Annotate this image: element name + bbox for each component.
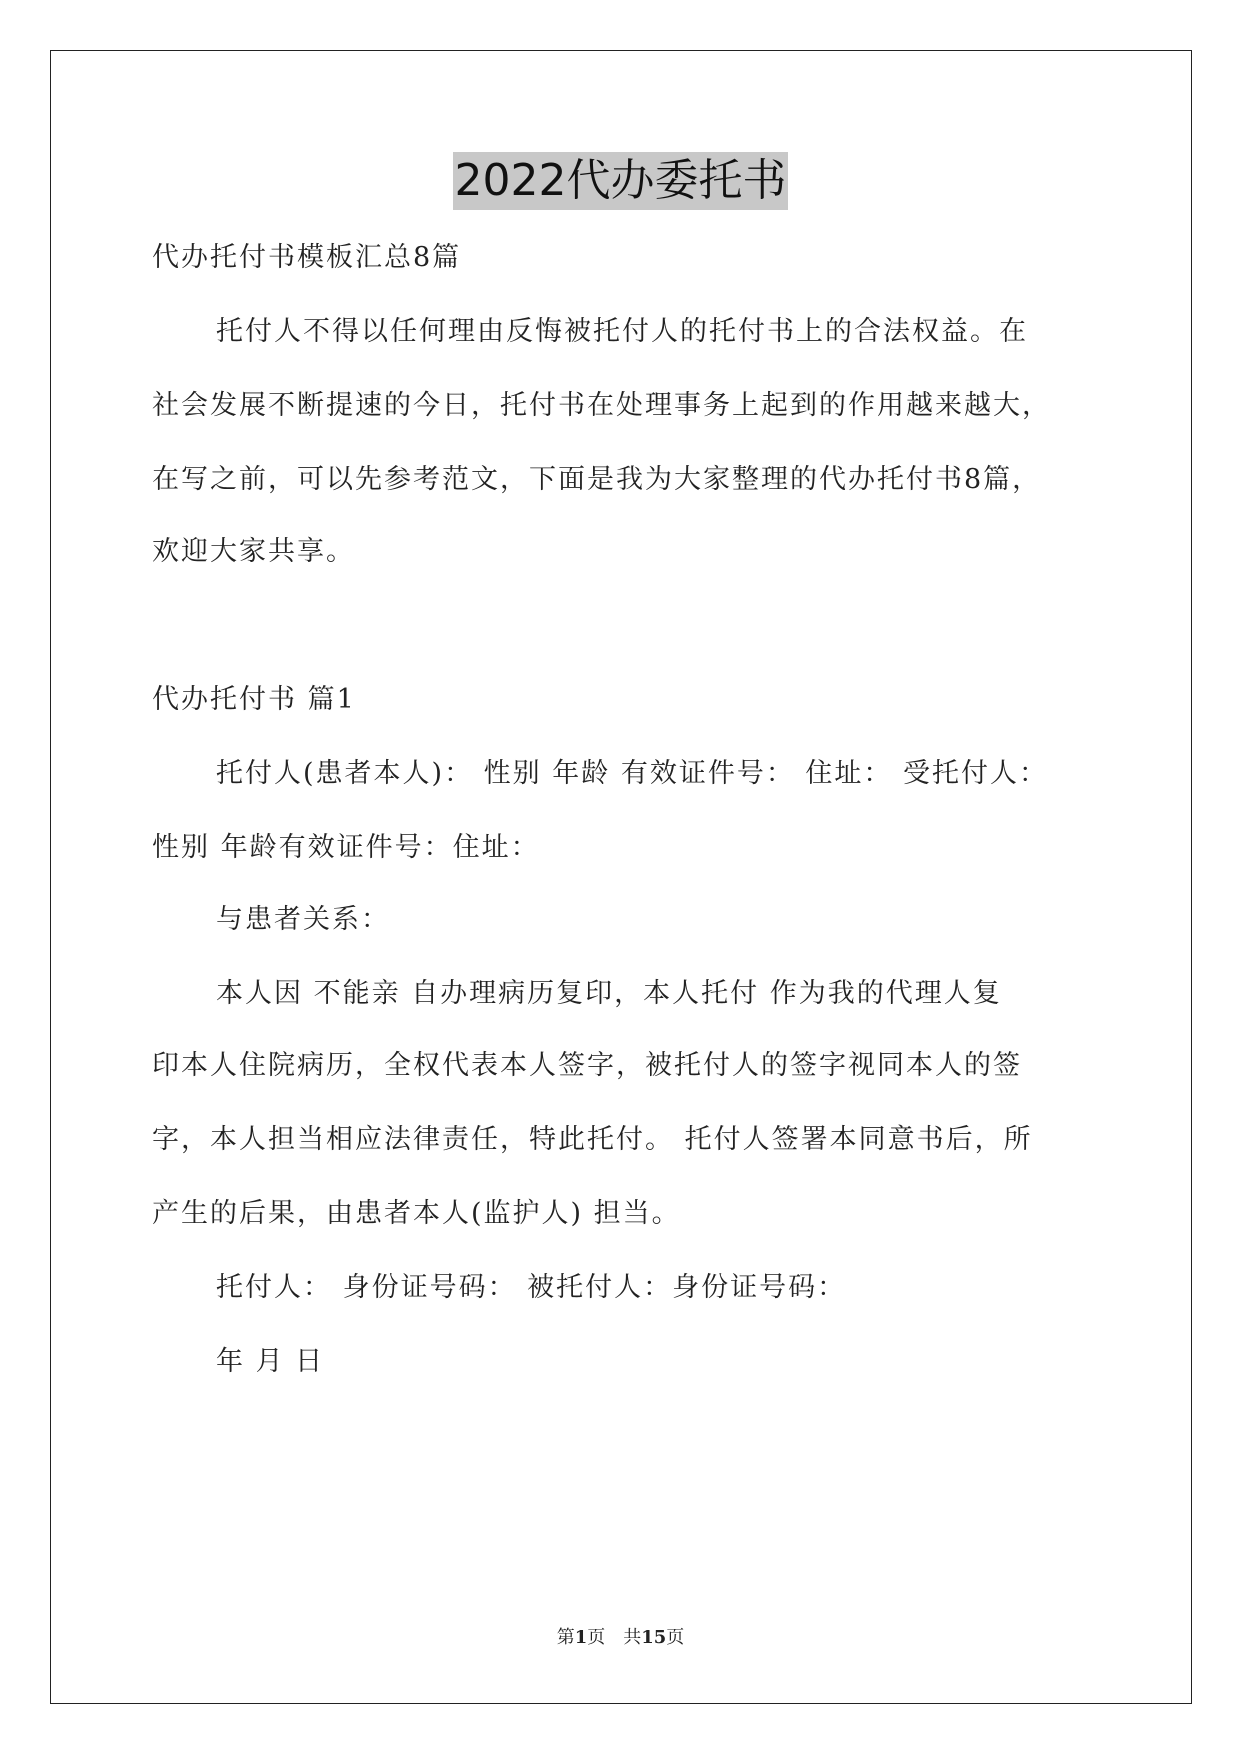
body-line: 与患者关系： [216, 904, 390, 935]
intro-line: 欢迎大家共享。 [152, 536, 355, 567]
page-number: 1 [574, 1627, 588, 1648]
document-subtitle: 代办托付书模板汇总8篇 [152, 242, 462, 273]
title-container [0, 152, 1241, 210]
body-line: 产生的后果，由患者本人(监护人) 担当。 [152, 1198, 681, 1229]
body-line: 性别 年龄有效证件号：住址： [152, 832, 540, 863]
total-prefix: 共 [623, 1627, 642, 1648]
body-line: 字，本人担当相应法律责任，特此托付。 托付人签署本同意书后，所 [152, 1124, 1033, 1155]
page-border [50, 50, 1192, 1704]
intro-line: 托付人不得以任何理由反悔被托付人的托付书上的合法权益。在 [216, 316, 1028, 347]
section-heading: 代办托付书 篇1 [152, 684, 356, 715]
body-line: 年 月 日 [216, 1346, 325, 1377]
body-line: 托付人： 身份证号码： 被托付人：身份证号码： [216, 1272, 847, 1303]
document-title: 2022代办委托书 [453, 152, 789, 210]
intro-line: 社会发展不断提速的今日，托付书在处理事务上起到的作用越来越大， [152, 390, 1051, 421]
body-line: 印本人住院病历，全权代表本人签字，被托付人的签字视同本人的签 [152, 1050, 1022, 1081]
intro-line: 在写之前，可以先参考范文，下面是我为大家整理的代办托付书8篇， [152, 464, 1042, 495]
body-line: 托付人(患者本人)： 性别 年龄 有效证件号： 住址： 受托付人： [216, 758, 1048, 789]
body-line: 本人因 不能亲 自办理病历复印，本人托付 作为我的代理人复 [216, 978, 1002, 1009]
total-pages: 15 [641, 1627, 667, 1648]
page-suffix: 页 [587, 1627, 606, 1648]
page-prefix: 第 [556, 1627, 575, 1648]
page-footer [0, 1626, 1241, 1650]
total-suffix: 页 [666, 1627, 685, 1648]
